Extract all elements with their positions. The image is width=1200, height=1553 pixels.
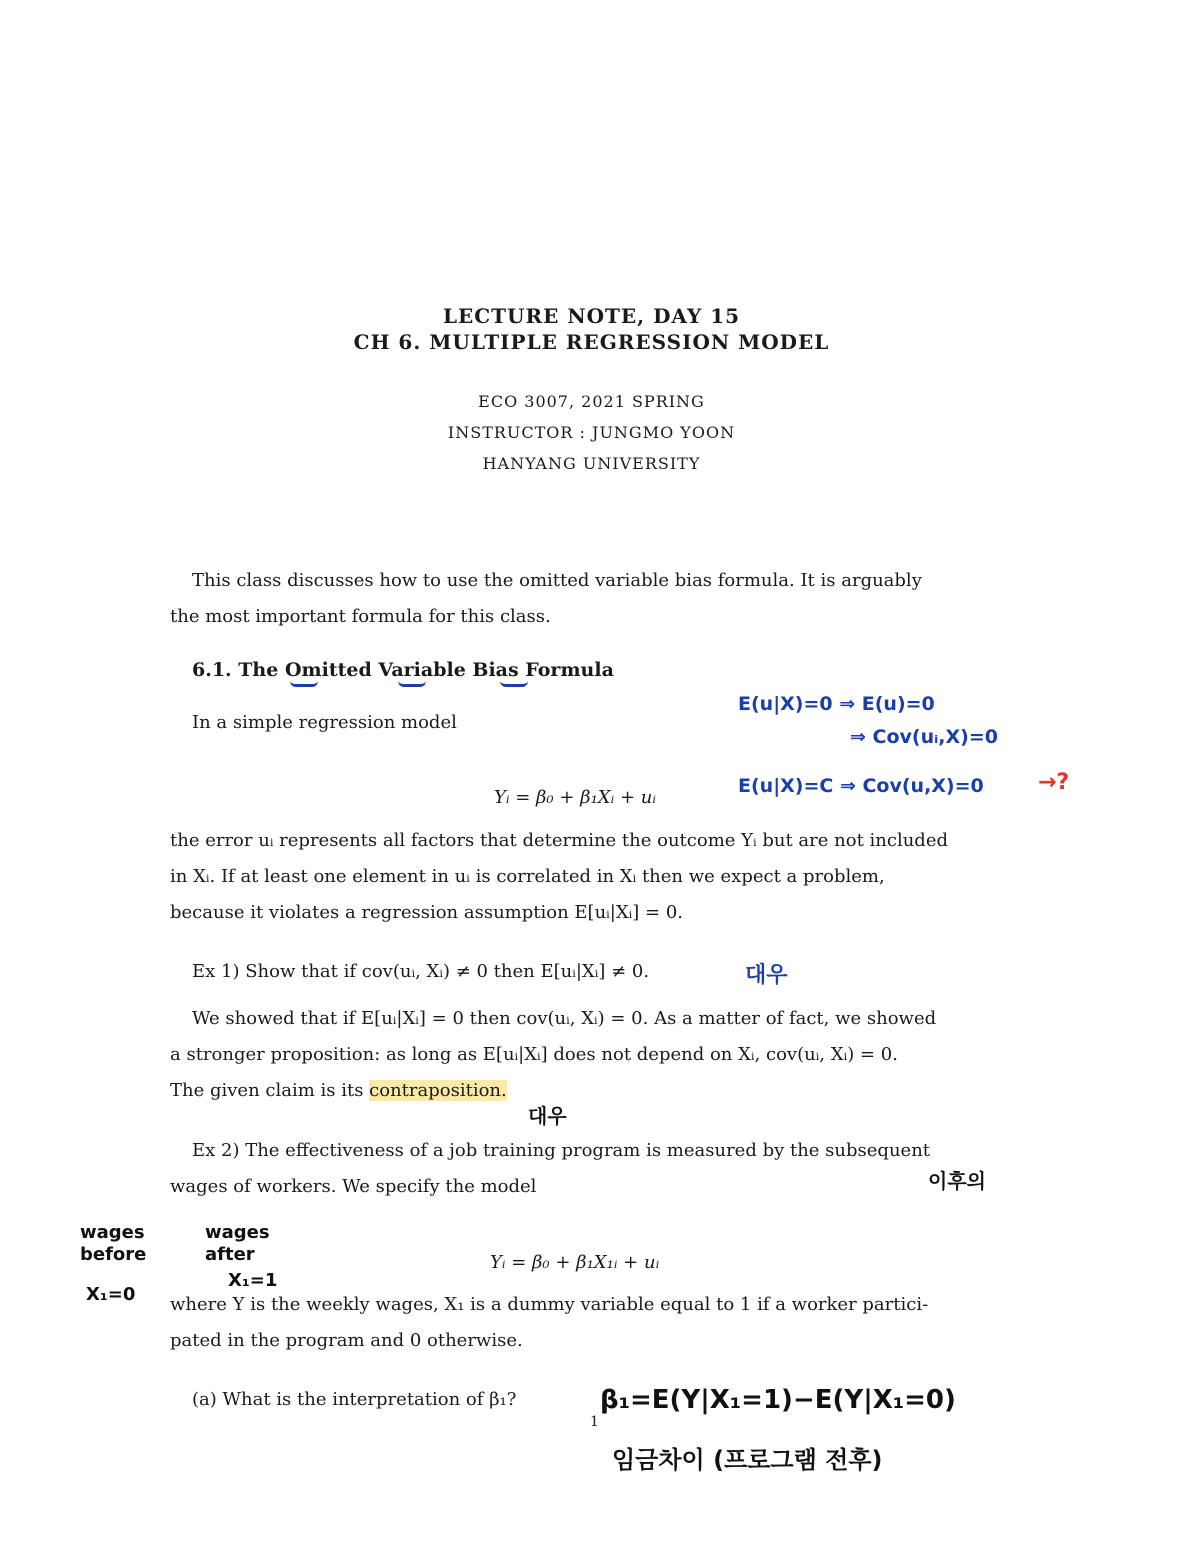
equation-dummy: Yᵢ = β₀ + β₁X₁ᵢ + uᵢ — [490, 1252, 660, 1273]
ex2-line-2: wages of workers. We specify the model — [170, 1176, 537, 1197]
annotation-blue-1: E(u|X)=0 ⇒ E(u)=0 — [738, 693, 935, 715]
annotation-wages-before: wages before — [80, 1222, 147, 1265]
intro-line-1: This class discusses how to use the omitted variable bias formula. It is arguably — [192, 570, 922, 591]
ex1-answer-prefix: The given claim is its — [170, 1080, 370, 1101]
underline-bias-mark — [500, 680, 528, 687]
equation-simple: Yᵢ = β₀ + β₁Xᵢ + uᵢ — [494, 787, 656, 808]
error-line-2: in Xᵢ. If at least one element in uᵢ is correlated in Xᵢ then we expect a problem, — [170, 866, 885, 887]
error-line-3: because it violates a regression assumption E[uᵢ|Xᵢ] = 0. — [170, 902, 683, 923]
simple-model-intro: In a simple regression model — [192, 712, 457, 733]
title-line-2: CH 6. MULTIPLE REGRESSION MODEL — [353, 330, 830, 354]
question-a: (a) What is the interpretation of β₁? — [192, 1389, 517, 1410]
ex1-question: Ex 1) Show that if cov(uᵢ, Xᵢ) ≠ 0 then E[uᵢ|Xᵢ] ≠ 0. — [192, 961, 650, 982]
annotation-blue-3: E(u|X)=C ⇒ Cov(u,X)=0 — [738, 775, 984, 797]
ex2-line-1: Ex 2) The effectiveness of a job training program is measured by the subsequent — [192, 1140, 931, 1161]
annotation-contraposition-korean: 대우 — [528, 1104, 567, 1128]
error-line-1: the error uᵢ represents all factors that determine the outcome Yᵢ but are not included — [170, 830, 949, 851]
ex1-answer-line-2: a stronger proposition: as long as E[uᵢ|Xᵢ] does not depend on Xᵢ, cov(uᵢ, Xᵢ) = 0. — [170, 1044, 898, 1065]
where-line-2: pated in the program and 0 otherwise. — [170, 1330, 523, 1351]
annotation-x-one: X₁=1 — [228, 1270, 278, 1291]
where-line-1: where Y is the weekly wages, X₁ is a dummy variable equal to 1 if a worker partici- — [170, 1294, 929, 1315]
annotation-korean-answer: 임금차이 (프로그램 전후) — [612, 1446, 883, 1474]
annotation-wages-after: wages after — [205, 1222, 270, 1265]
underline-variable-mark — [398, 680, 426, 687]
ex1-answer-line-3 — [170, 1080, 507, 1101]
university-line: HANYANG UNIVERSITY — [482, 454, 701, 473]
annotation-ex1-korean: 대우 — [745, 963, 788, 988]
course-line: ECO 3007, 2021 SPRING — [478, 392, 705, 411]
annotation-blue-2: ⇒ Cov(uᵢ,X)=0 — [850, 726, 998, 748]
annotation-x-zero: X₁=0 — [86, 1284, 136, 1305]
section-heading: 6.1. The Omitted Variable Bias Formula — [192, 659, 614, 681]
annotation-beta-answer: β₁=E(Y|X₁=1)−E(Y|X₁=0) — [600, 1385, 956, 1415]
annotation-red-arrow: →? — [1038, 770, 1070, 795]
title-line-1: LECTURE NOTE, DAY 15 — [442, 304, 741, 328]
contraposition-highlight: contraposition. — [369, 1080, 507, 1101]
page-number: 1 — [590, 1414, 599, 1430]
ex1-answer-line-1: We showed that if E[uᵢ|Xᵢ] = 0 then cov(uᵢ, Xᵢ) = 0. As a matter of fact, we showed — [192, 1008, 937, 1029]
instructor-line: INSTRUCTOR : JUNGMO YOON — [447, 423, 736, 442]
annotation-subsequent-korean: 이후의 — [928, 1169, 986, 1193]
underline-omitted-mark — [290, 680, 318, 687]
intro-line-2: the most important formula for this class. — [170, 606, 551, 627]
